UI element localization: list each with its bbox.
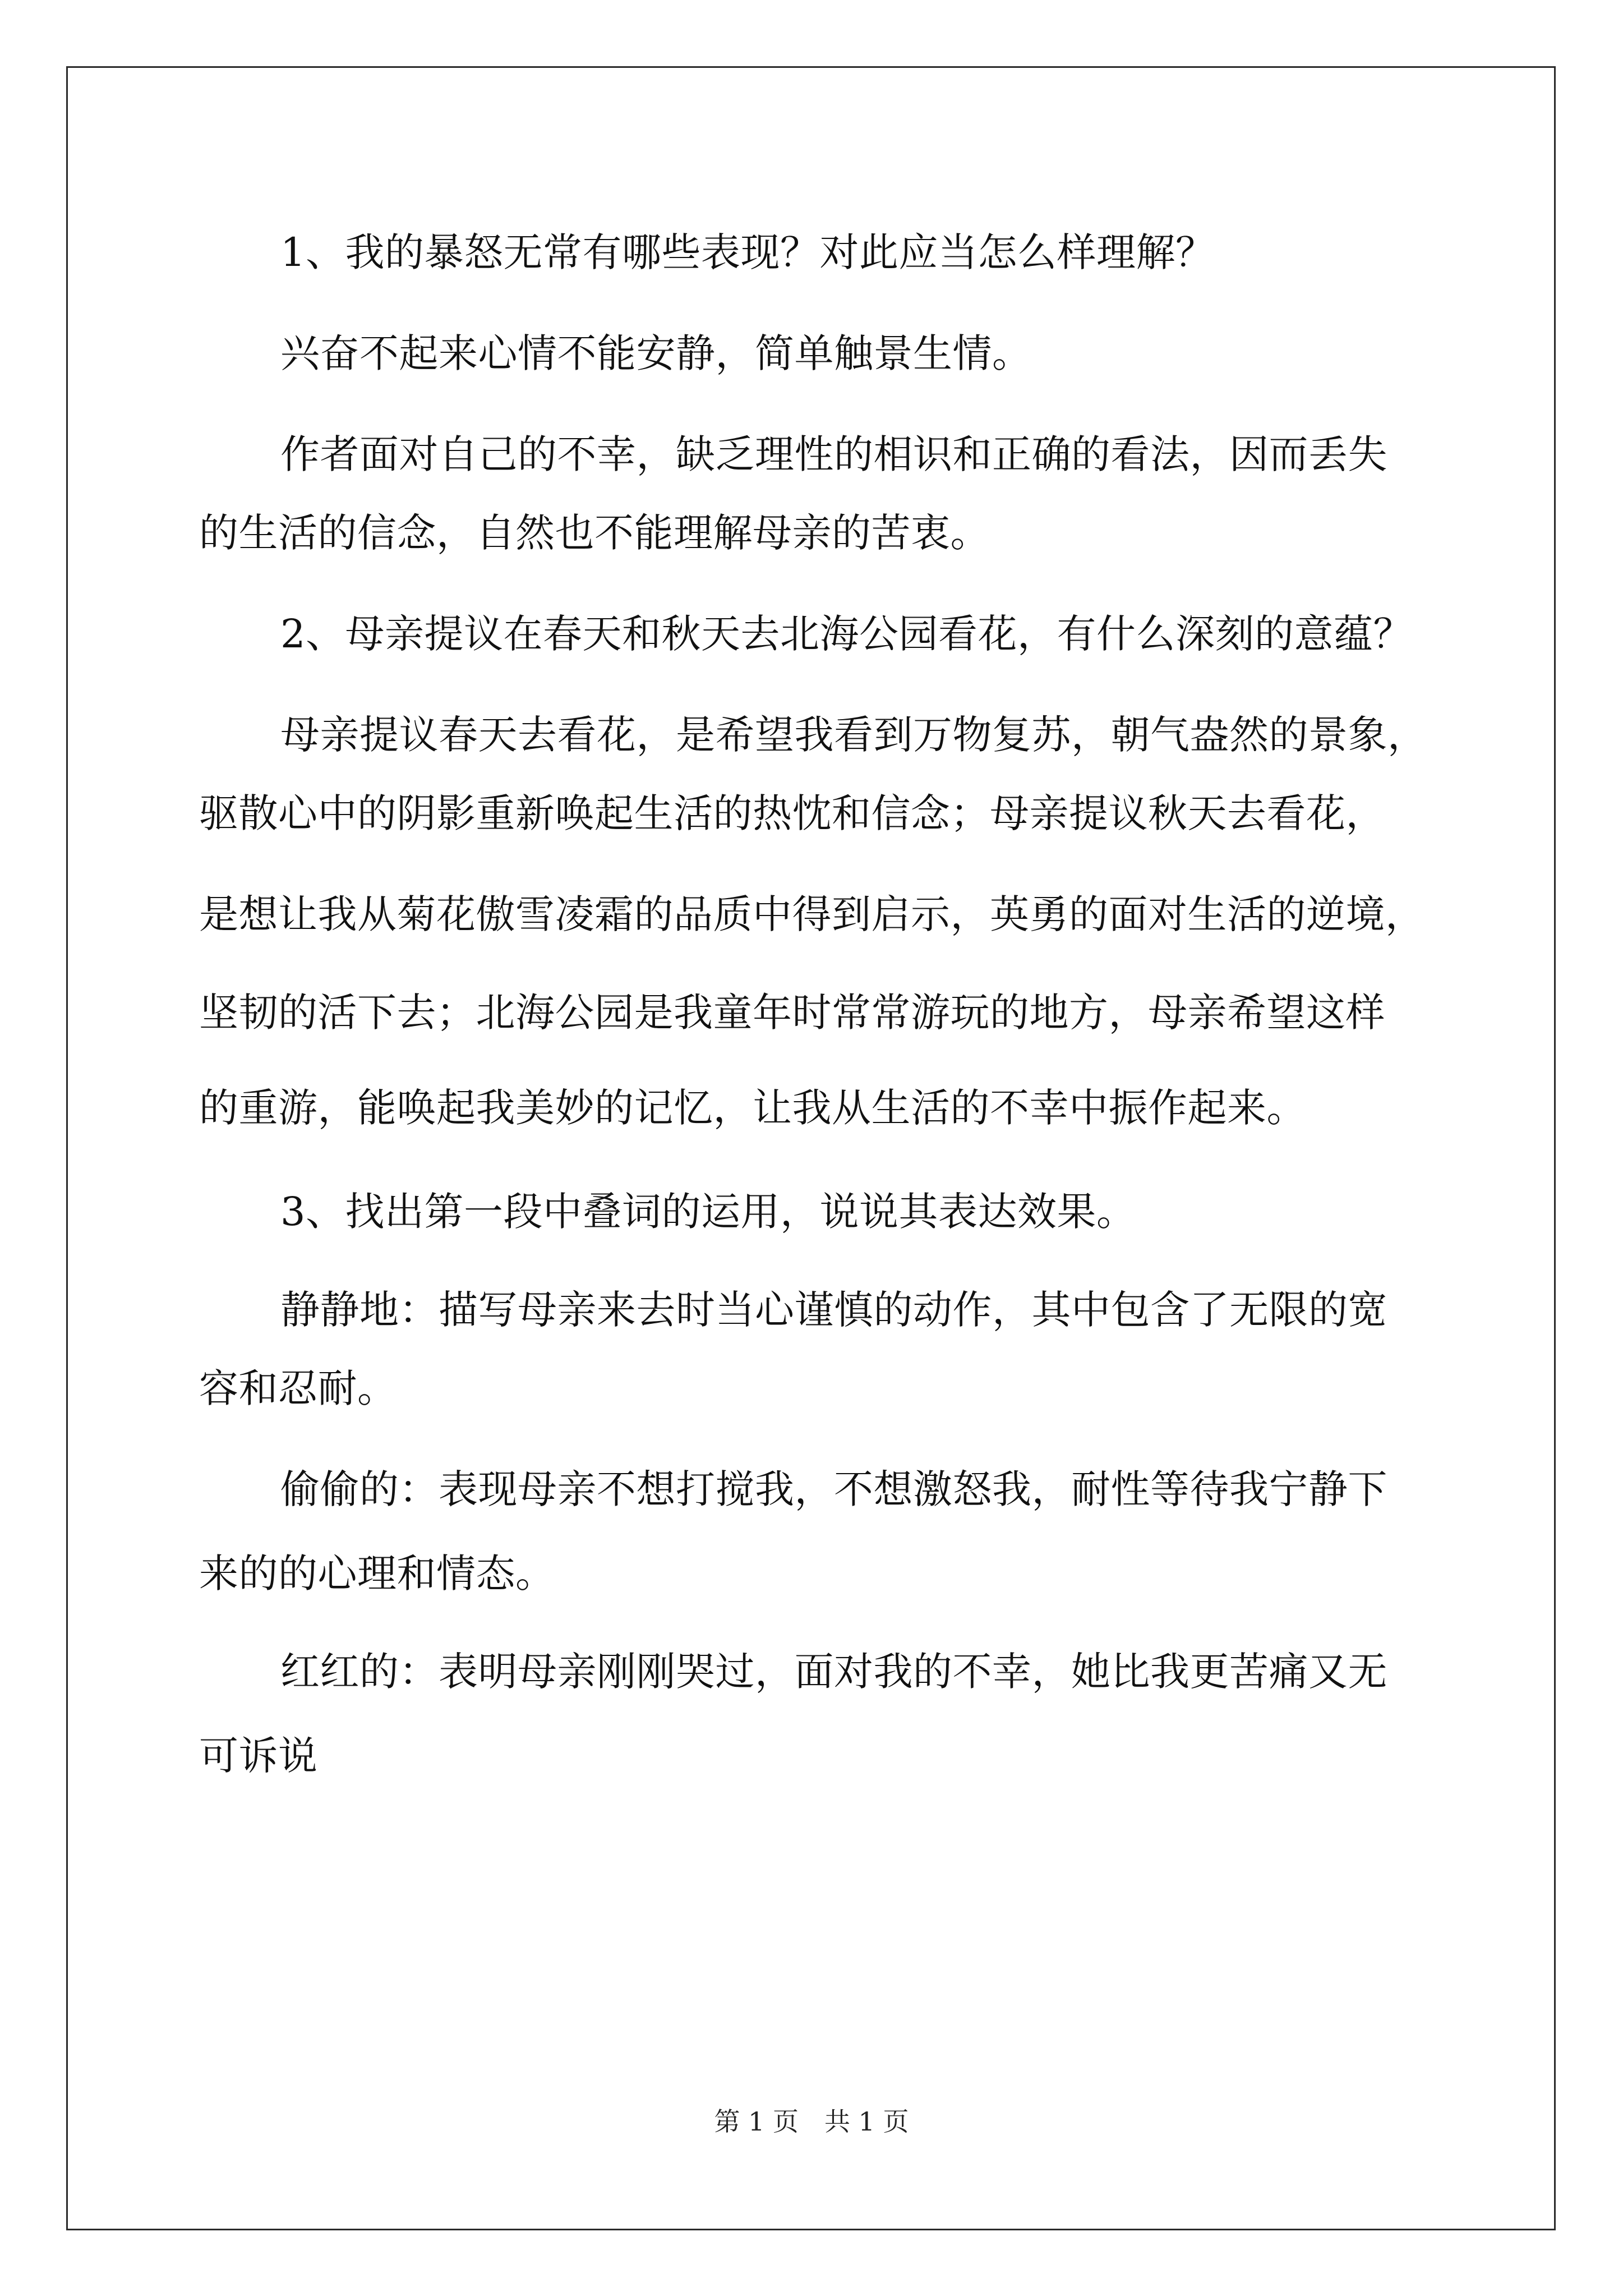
answer-1b-line-1: 作者面对自己的不幸，缺乏理性的相识和正确的看法，因而丢失	[280, 431, 1387, 477]
page-number-footer: 第 1 页 共 1 页	[714, 2106, 909, 2137]
answer-3a-line-1: 静静地：描写母亲来去时当心谨慎的动作，其中包含了无限的宽	[280, 1287, 1387, 1333]
answer-2-line-1: 母亲提议春天去看花，是希望我看到万物复苏，朝气盎然的景象，	[280, 712, 1427, 758]
answer-3c-line-1: 红红的：表明母亲刚刚哭过，面对我的不幸，她比我更苦痛又无	[280, 1649, 1387, 1695]
answer-2-line-3: 是想让我从菊花傲雪凌霜的品质中得到启示，英勇的面对生活的逆境，	[199, 891, 1425, 937]
answer-1b-line-2: 的生活的信念，自然也不能理解母亲的苦衷。	[199, 510, 990, 556]
question-2: 2、母亲提议在春天和秋天去北海公园看花，有什么深刻的意蕴？	[280, 611, 1413, 657]
answer-3a-line-2: 容和忍耐。	[199, 1365, 397, 1411]
answer-3c-line-2: 可诉说	[199, 1733, 318, 1779]
question-1: 1、我的暴怒无常有哪些表现？对此应当怎么样理解？	[280, 229, 1215, 275]
answer-2-line-4: 坚韧的活下去；北海公园是我童年时常常游玩的地方，母亲希望这样	[199, 990, 1385, 1036]
answer-2-line-2: 驱散心中的阴影重新唤起生活的热忱和信念；母亲提议秋天去看花，	[199, 790, 1385, 836]
answer-3b-line-1: 偷偷的：表现母亲不想打搅我，不想激怒我，耐性等待我宁静下	[280, 1466, 1387, 1512]
question-3: 3、找出第一段中叠词的运用，说说其表达效果。	[280, 1189, 1136, 1235]
page-border	[66, 66, 1556, 2230]
answer-3b-line-2: 来的的心理和情态。	[199, 1550, 555, 1596]
answer-1a: 兴奋不起来心情不能安静，简单触景生情。	[280, 330, 1032, 376]
answer-2-line-5: 的重游，能唤起我美妙的记忆，让我从生活的不幸中振作起来。	[199, 1085, 1306, 1131]
